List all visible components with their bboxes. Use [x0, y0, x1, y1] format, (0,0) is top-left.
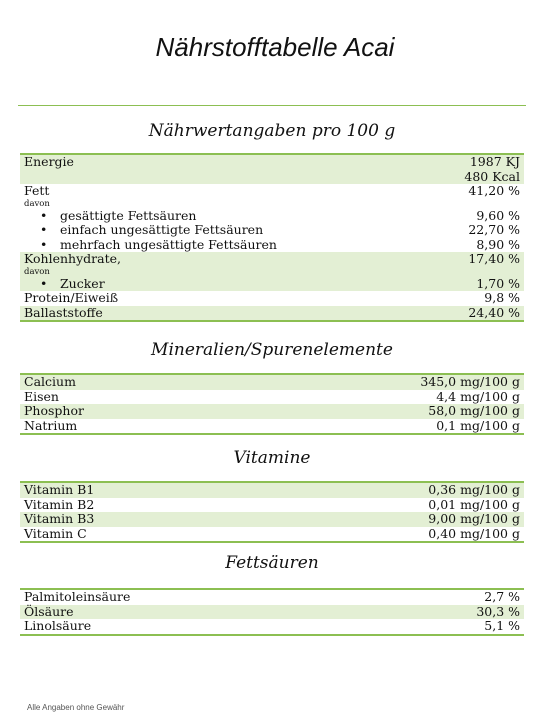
row-value: 30,3 % — [476, 603, 520, 619]
row-value: 0,36 mg/100 g — [428, 482, 520, 497]
energy-kcal: 480 Kcal — [464, 168, 520, 184]
row-value: 5,1 % — [484, 618, 520, 633]
row-value: 0,01 mg/100 g — [428, 496, 520, 512]
row-label: Vitamin C — [24, 525, 87, 541]
row-value: 9,60 % — [476, 207, 520, 223]
table-row — [20, 619, 524, 634]
row-value: 9,8 % — [484, 290, 520, 305]
table-row — [20, 184, 524, 209]
row-label: Ballaststoffe — [24, 304, 103, 320]
footer-note: Alle Angaben ohne Gewähr — [27, 703, 125, 712]
fat-label: Fett — [24, 183, 50, 198]
row-label: • mehrfach ungesättigte Fettsäuren — [24, 238, 277, 253]
row-value — [464, 155, 520, 184]
row-label: Ölsäure — [24, 603, 74, 619]
row-value: 17,40 % — [468, 251, 520, 266]
row-label: Natrium — [24, 417, 78, 433]
row-label: Palmitoleinsäure — [24, 589, 131, 604]
mineralien-table — [20, 373, 524, 435]
table-row — [20, 512, 524, 527]
table-row — [20, 605, 524, 620]
naehrwerte-table — [20, 153, 524, 322]
row-label: Vitamin B1 — [24, 482, 95, 497]
table-row — [20, 238, 524, 253]
section-heading: Fettsäuren — [225, 553, 319, 573]
row-value: 58,0 mg/100 g — [428, 403, 520, 418]
row-value: 2,7 % — [484, 589, 520, 604]
table-row — [20, 252, 524, 277]
table-row — [20, 306, 524, 321]
section-mineralien — [20, 335, 524, 435]
table-row — [20, 291, 524, 306]
row-label: Vitamin B2 — [24, 496, 95, 512]
page-title: Nährstofftabelle Acai — [155, 32, 395, 62]
table-row — [20, 404, 524, 419]
section-heading: Nährwertangaben pro 100 g — [148, 121, 396, 141]
energy-kj: 1987 KJ — [469, 154, 520, 169]
row-label: Calcium — [24, 374, 76, 389]
fettsaeuren-table — [20, 588, 524, 636]
row-value: 1,70 % — [476, 275, 520, 291]
row-label — [24, 252, 121, 277]
row-label — [24, 184, 50, 209]
table-row — [20, 527, 524, 542]
row-value: 24,40 % — [468, 304, 520, 320]
table-row — [20, 390, 524, 405]
row-label: Eisen — [24, 388, 59, 404]
row-value: 22,70 % — [468, 222, 520, 237]
row-label: Linolsäure — [24, 618, 92, 633]
row-label: Protein/Eiweiß — [24, 290, 119, 305]
table-row — [20, 419, 524, 434]
row-label: • einfach ungesättigte Fettsäuren — [24, 223, 263, 238]
row-label: • gesättigte Fettsäuren — [24, 209, 196, 224]
row-value: 9,00 mg/100 g — [428, 511, 520, 526]
table-row — [20, 209, 524, 224]
row-value: 0,1 mg/100 g — [436, 417, 520, 433]
vitamine-table — [20, 481, 524, 543]
row-label: • Zucker — [24, 277, 105, 292]
carb-label: Kohlenhydrate, — [24, 251, 121, 266]
title-divider — [18, 105, 526, 106]
table-row — [20, 590, 524, 605]
davon-note: davon — [24, 266, 50, 277]
table-row — [20, 375, 524, 390]
row-label: Phosphor — [24, 403, 84, 418]
table-row — [20, 223, 524, 238]
davon-note: davon — [24, 198, 50, 209]
row-value: 8,90 % — [476, 236, 520, 252]
table-row — [20, 483, 524, 498]
table-row — [20, 277, 524, 292]
section-heading: Mineralien/Spurenelemente — [151, 340, 393, 360]
row-value: 4,4 mg/100 g — [436, 388, 520, 404]
row-value: 345,0 mg/100 g — [420, 374, 520, 389]
section-fettsaeuren — [20, 548, 524, 636]
table-row — [20, 498, 524, 513]
section-naehrwerte — [20, 116, 524, 322]
row-value: 0,40 mg/100 g — [428, 525, 520, 541]
row-label: Vitamin B3 — [24, 511, 95, 526]
table-row — [20, 155, 524, 184]
row-label: Energie — [24, 154, 74, 169]
section-vitamine — [20, 443, 524, 543]
section-heading: Vitamine — [233, 448, 311, 468]
row-value: 41,20 % — [468, 183, 520, 198]
